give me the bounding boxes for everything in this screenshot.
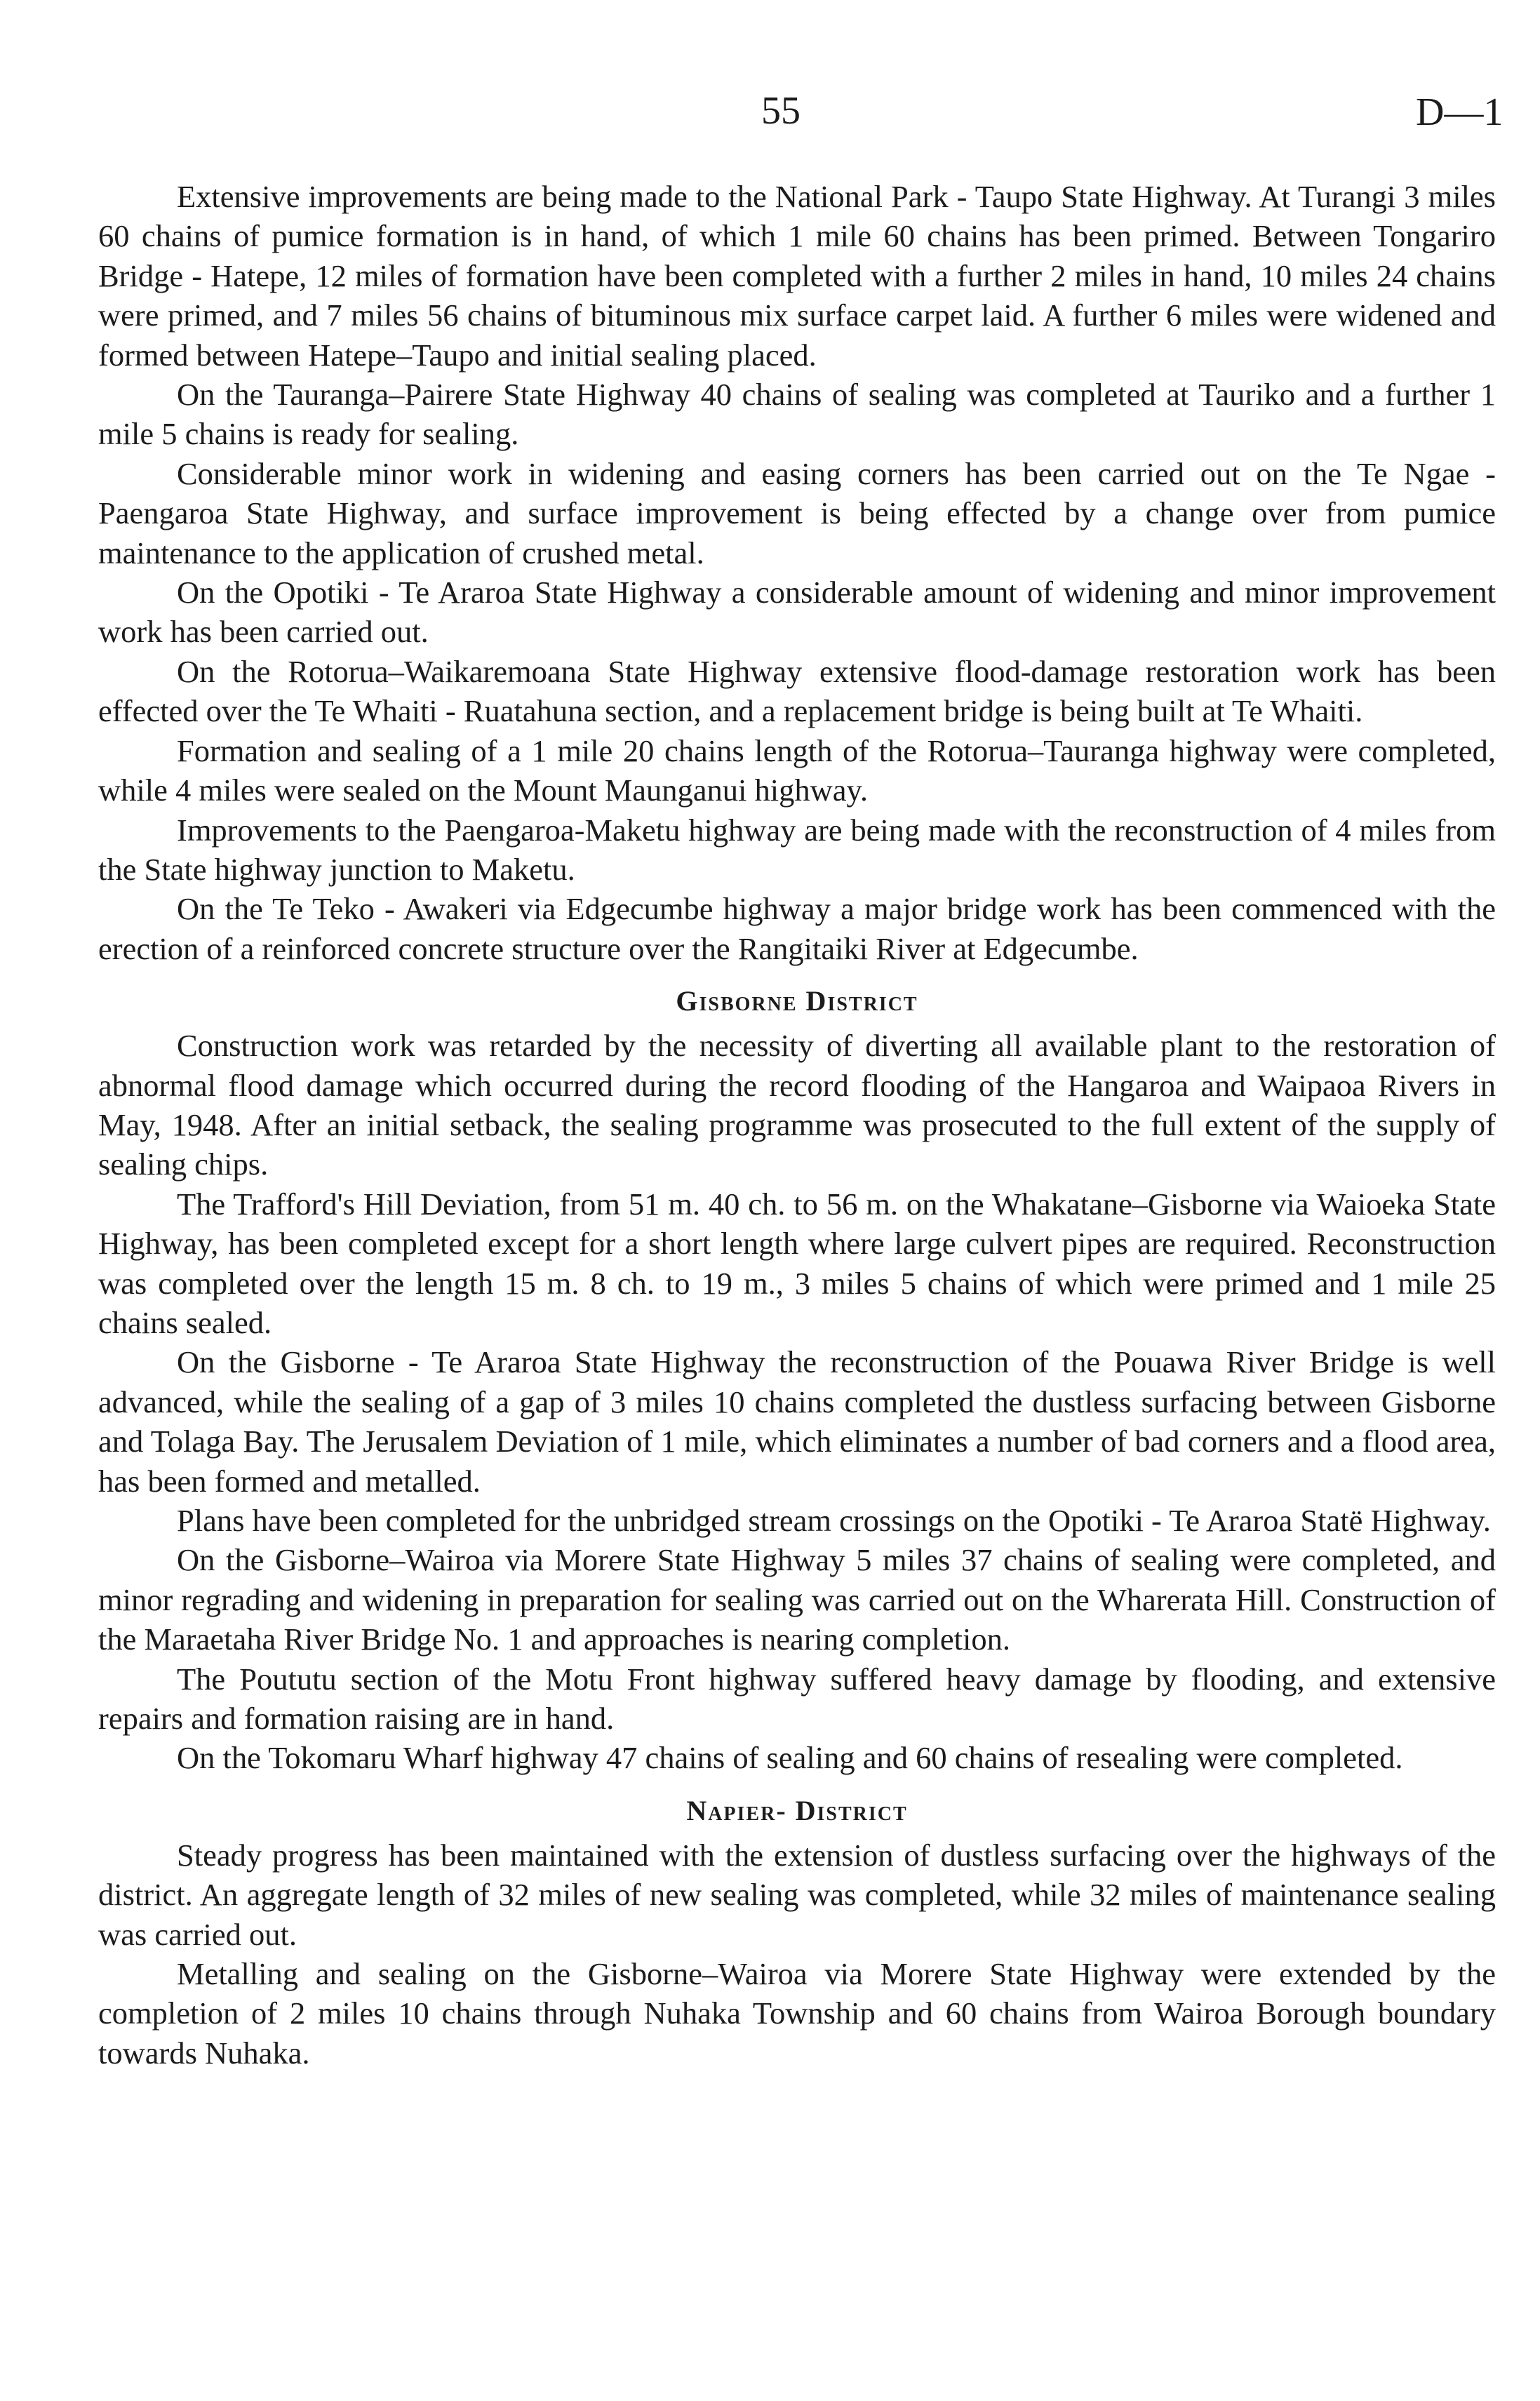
paragraph: Plans have been completed for the unbridged stream crossings on the Opotiki - Te Araroa Statё Highway.	[177, 1503, 1491, 1538]
paragraph: The Trafford's Hill Deviation, from 51 m. 40 ch. to 56 m. on the Whakatane–Gisborne via Waioeka State Highway, has been completed except for a short length where large culvert pipes are required. Reconstruction was completed over the length 15 m. 8 ch. to 19 m., 3 miles 5 chains of which were primed and 1 mile 25 chains sealed.	[98, 1186, 1496, 1340]
paragraph: Metalling and sealing on the Gisborne–Wairoa via Morere State Highway were extended by the completion of 2 miles 10 chains through Nuhaka Township and 60 chains from Wairoa Borough boundary towards Nuhaka.	[98, 1956, 1496, 2071]
paragraph: On the Tauranga–Pairere State Highway 40 chains of sealing was completed at Tauriko and a further 1 mile 5 chains is ready for sealing.	[98, 377, 1496, 452]
section-heading-gisborne: Gisborne District	[676, 985, 918, 1017]
paragraph: On the Tokomaru Wharf highway 47 chains of sealing and 60 chains of resealing were completed.	[177, 1740, 1403, 1776]
paragraph: On the Opotiki - Te Araroa State Highway a considerable amount of widening and minor improvement work has been carried out.	[98, 575, 1496, 650]
paragraph: Extensive improvements are being made to the National Park - Taupo State Highway. At Turangi 3 miles 60 chains of pumice formation is in hand, of which 1 mile 60 chains has been primed. Between Tongariro Bridge - Hatepe, 12 miles of formation have been completed with a further 2 miles in hand, 10 miles 24 chains were primed, and 7 miles 56 chains of bituminous mix surface carpet laid. A further 6 miles were widened and formed between Hatepe–Taupo and initial sealing placed.	[98, 179, 1496, 373]
body-text	[98, 177, 1496, 2073]
page-number: 55	[761, 89, 801, 133]
paragraph: On the Rotorua–Waikaremoana State Highway extensive flood-damage restoration work has been effected over the Te Whaiti - Ruatahuna section, and a replacement bridge is being built at Te Whaiti.	[98, 653, 1496, 729]
paragraph: On the Gisborne - Te Araroa State Highway the reconstruction of the Pouawa River Bridge is well advanced, while the sealing of a gap of 3 miles 10 chains completed the dustless surfacing between Gisborne and Tolaga Bay. The Jerusalem Deviation of 1 mile, which eliminates a number of bad corners and a flood area, has been formed and metalled.	[98, 1344, 1496, 1499]
paragraph: On the Gisborne–Wairoa via Morere State Highway 5 miles 37 chains of sealing were completed, and minor regrading and widening in preparation for sealing was carried out on the Wharerata Hill. Construction of the Maraetaha River Bridge No. 1 and approaches is nearing completion.	[98, 1542, 1496, 1657]
paragraph: The Poututu section of the Motu Front highway suffered heavy damage by flooding, and extensive repairs and formation raising are in hand.	[98, 1661, 1496, 1737]
paragraph: On the Te Teko - Awakeri via Edgecumbe highway a major bridge work has been commenced with the erection of a reinforced concrete structure over the Rangitaiki River at Edgecumbe.	[98, 891, 1496, 966]
paragraph: Formation and sealing of a 1 mile 20 chains length of the Rotorua–Tauranga highway were completed, while 4 miles were sealed on the Mount Maunganui highway.	[98, 733, 1496, 808]
section-heading-napier: Napier- District	[686, 1794, 908, 1826]
paragraph: Steady progress has been maintained with the extension of dustless surfacing over the highways of the district. An aggregate length of 32 miles of new sealing was completed, while 32 miles of maintenance sealing was carried out.	[98, 1837, 1496, 1952]
paragraph: Construction work was retarded by the necessity of diverting all available plant to the restoration of abnormal flood damage which occurred during the record flooding of the Hangaroa and Waipaoa Rivers in May, 1948. After an initial setback, the sealing programme was prosecuted to the full extent of the supply of sealing chips.	[98, 1028, 1496, 1182]
paragraph: Considerable minor work in widening and easing corners has been carried out on the Te Ngae - Paengaroa State Highway, and surface improvement is being effected by a change over from pumice maintenance to the application of crushed metal.	[98, 455, 1496, 570]
document-reference: D—1	[1416, 91, 1504, 134]
paragraph: Improvements to the Paengaroa-Maketu highway are being made with the reconstruction of 4 miles from the State highway junction to Maketu.	[98, 812, 1496, 887]
